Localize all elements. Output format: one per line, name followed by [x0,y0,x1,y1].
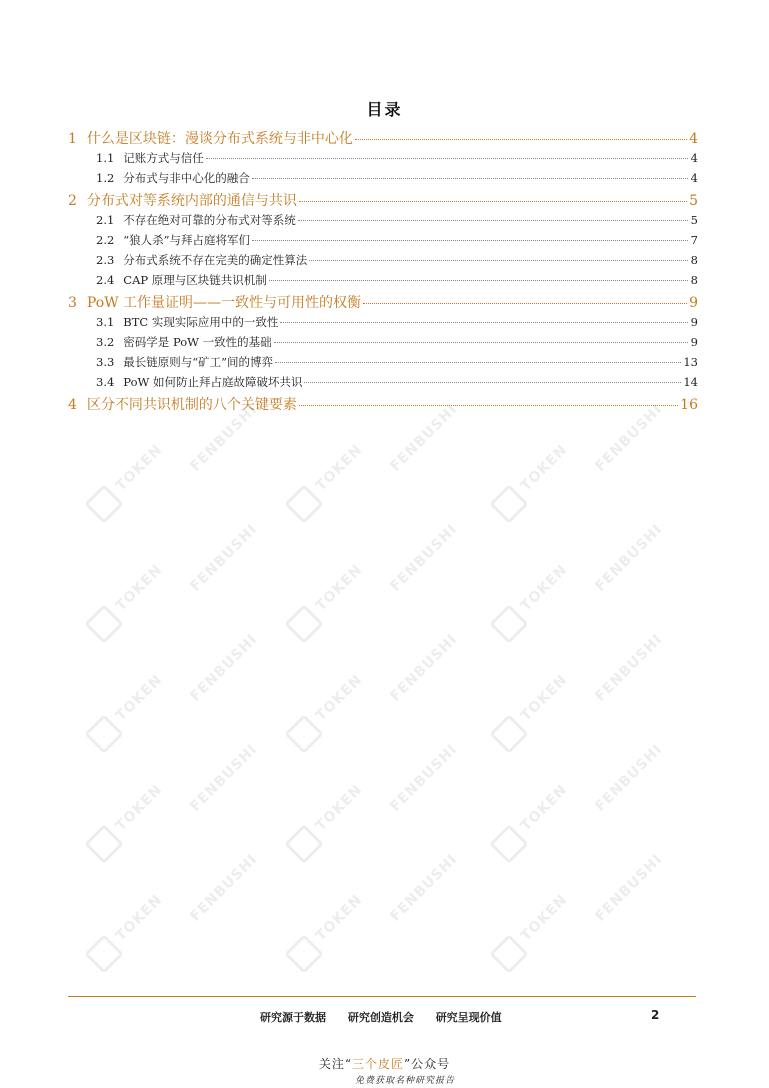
toc-entry-number: 3.3 [96,355,115,369]
toc-entry-page: 4 [690,151,698,165]
watermark-text: FENBUSHI [187,741,261,815]
toc-entry[interactable] [68,212,698,232]
toc-leader-dots [355,139,687,140]
watermark-text: FENBUSHI [387,851,461,925]
toc-entry-title: CAP 原理与区块链共识机制 [123,273,267,287]
watermark-text: TOKEN [517,781,571,835]
toc-entry[interactable] [68,272,698,292]
watermark-text: TOKEN [312,561,366,615]
watermark-text: TOKEN [312,891,366,945]
toc-entry[interactable] [68,354,698,374]
watermark-text: TOKEN [112,671,166,725]
toc-entry-page: 4 [690,171,698,185]
watermark-logo-icon [284,484,324,524]
toc-entry-number: 1.2 [96,171,115,185]
watermark-text: FENBUSHI [592,741,666,815]
toc-entry-page: 9 [690,335,698,349]
watermark-text: TOKEN [517,891,571,945]
follow-suffix: ”公众号 [404,1057,451,1071]
toc-entry-number: 1.1 [96,151,115,165]
toc-entry[interactable] [68,170,698,190]
toc-entry-page: 7 [690,233,698,247]
toc-leader-dots [299,405,678,406]
toc-entry-page: 5 [689,193,698,209]
toc-entry-page: 13 [683,355,698,369]
toc-leader-dots [269,280,688,281]
toc-entry[interactable] [68,334,698,354]
table-of-contents [68,128,698,416]
toc-entry-title: 不存在绝对可靠的分布式对等系统 [123,213,296,227]
toc-entry-page: 8 [690,253,698,267]
toc-leader-dots [274,342,688,343]
toc-entry[interactable] [68,252,698,272]
toc-entry-number: 3.1 [96,315,115,329]
slogan-part: 研究创造机会 [347,1011,414,1024]
watermark-text: FENBUSHI [387,401,461,475]
watermark-logo-icon [84,714,124,754]
toc-leader-dots [298,220,688,221]
toc-entry-number: 2.2 [96,233,115,247]
toc-entry-title: 最长链原则与“矿工”间的博弈 [123,355,274,369]
toc-entry-title: 分布式对等系统内部的通信与共识 [86,193,297,209]
watermark-text: TOKEN [312,781,366,835]
toc-leader-dots [304,382,681,383]
watermark-text: TOKEN [517,441,571,495]
toc-entry-page: 9 [689,295,698,311]
slogan-part: 研究呈现价值 [435,1011,502,1024]
watermark-text: FENBUSHI [592,631,666,705]
toc-entry-number: 2.3 [96,253,115,267]
footer-divider [68,996,696,997]
watermark-text: FENBUSHI [592,521,666,595]
toc-entry[interactable] [68,394,698,416]
toc-entry-page: 5 [690,213,698,227]
toc-entry-number: 1 [68,131,77,147]
toc-entry-page: 16 [680,397,698,413]
follow-name: 三个皮匠 [351,1057,404,1071]
toc-entry-number: 3 [68,295,77,311]
watermark-logo-icon [284,604,324,644]
toc-leader-dots [252,178,688,179]
watermark-logo-icon [489,484,529,524]
watermark-text: TOKEN [112,441,166,495]
toc-leader-dots [280,322,688,323]
toc-leader-dots [299,201,687,202]
toc-leader-dots [206,158,688,159]
watermark-text: TOKEN [517,671,571,725]
toc-entry[interactable] [68,314,698,334]
watermark-logo-icon [284,934,324,974]
toc-entry-title: 什么是区块链：漫谈分布式系统与非中心化 [86,131,353,147]
toc-entry-page: 9 [690,315,698,329]
toc-entry-page: 8 [690,273,698,287]
watermark-text: TOKEN [112,781,166,835]
toc-entry-number: 4 [68,397,77,413]
watermark-logo-icon [84,824,124,864]
toc-entry[interactable] [68,190,698,212]
page-number: 2 [651,1008,660,1022]
watermark-text: FENBUSHI [592,401,666,475]
watermark-logo-icon [489,934,529,974]
watermark-logo-icon [284,824,324,864]
toc-leader-dots [275,362,681,363]
watermark-text: TOKEN [312,441,366,495]
watermark-text: TOKEN [517,561,571,615]
toc-entry-number: 3.2 [96,335,115,349]
watermark-logo-icon [84,604,124,644]
watermark-text: FENBUSHI [387,631,461,705]
watermark-text: FENBUSHI [387,521,461,595]
toc-entry-title: 密码学是 PoW 一致性的基础 [123,335,272,349]
toc-entry[interactable] [68,232,698,252]
toc-entry-number: 2.1 [96,213,115,227]
follow-note [0,1055,769,1072]
watermark-text: FENBUSHI [187,851,261,925]
watermark-logo-icon [489,604,529,644]
toc-entry-title: PoW 如何防止拜占庭故障破坏共识 [123,375,303,389]
toc-entry-title: “狼人杀”与拜占庭将军们 [123,233,251,247]
toc-entry-title: BTC 实现实际应用中的一致性 [123,315,279,329]
watermark-logo-icon [84,934,124,974]
toc-entry-title: PoW 工作量证明——一致性与可用性的权衡 [86,295,362,311]
toc-entry-number: 2.4 [96,273,115,287]
toc-title: 目录 [366,100,403,119]
toc-entry-page: 14 [683,375,698,389]
toc-entry-title: 分布式与非中心化的融合 [123,171,250,185]
watermark-text: FENBUSHI [187,631,261,705]
watermark-text: TOKEN [112,891,166,945]
slogan-part: 研究源于数据 [260,1011,326,1024]
free-report-note: 免费获取名种研究报告 [355,1076,456,1086]
toc-entry-title: 区分不同共识机制的八个关键要素 [86,397,297,413]
watermark-text: TOKEN [112,561,166,615]
toc-entry-page: 4 [689,131,698,147]
toc-entry-title: 分布式系统不存在完美的确定性算法 [123,253,308,267]
watermark-logo-icon [284,714,324,754]
follow-prefix: 关注“ [318,1057,352,1071]
toc-entry[interactable] [68,292,698,314]
toc-leader-dots [252,240,688,241]
watermark-text: FENBUSHI [187,401,261,475]
watermark-logo-icon [84,484,124,524]
watermark-text: FENBUSHI [387,741,461,815]
footer-slogan [260,1009,520,1025]
toc-entry[interactable] [68,150,698,170]
toc-leader-dots [309,260,688,261]
watermark-text: FENBUSHI [592,851,666,925]
watermark-logo-icon [489,824,529,864]
watermark-text: FENBUSHI [187,521,261,595]
toc-entry-number: 2 [68,193,77,209]
toc-entry-title: 记账方式与信任 [123,151,204,165]
watermark-text: TOKEN [312,671,366,725]
toc-entry[interactable] [68,374,698,394]
toc-leader-dots [363,303,687,304]
watermark-logo-icon [489,714,529,754]
toc-entry-number: 3.4 [96,375,115,389]
toc-entry[interactable] [68,128,698,150]
